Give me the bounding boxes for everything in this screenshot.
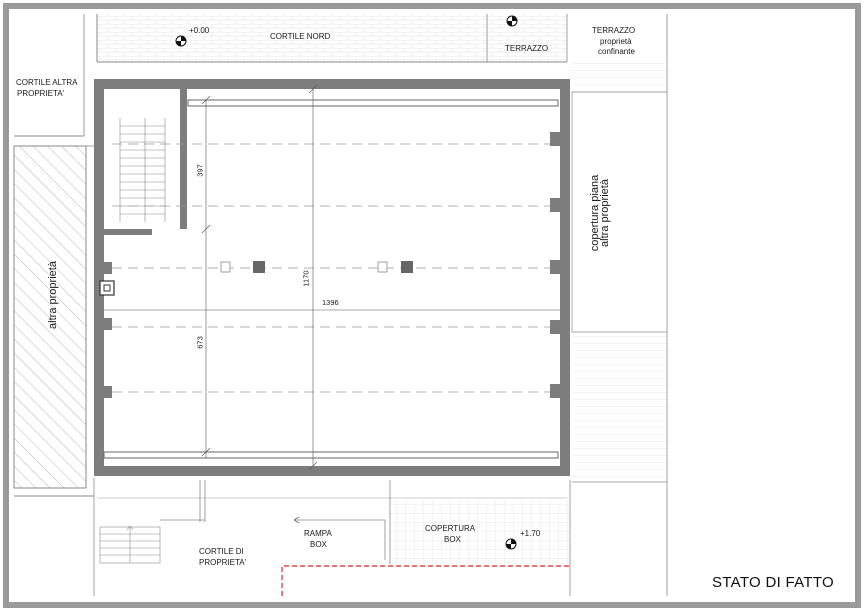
cortile-nord-area [97, 14, 567, 62]
copertura-box-area [390, 498, 570, 564]
label-terrazzo-confinante-title: TERRAZZO [592, 26, 636, 35]
label-copertura-box-1: COPERTURA [425, 524, 476, 533]
label-rampa-1: RAMPA [304, 529, 332, 538]
right-pilasters [550, 132, 560, 398]
columns [221, 261, 413, 273]
label-copertura-box-2: BOX [444, 535, 461, 544]
label-cortile-proprieta-2: PROPRIETA' [199, 558, 247, 567]
level-top-left: +0.00 [189, 26, 210, 35]
level-marker-terrazzo [507, 16, 517, 26]
label-copertura-piana-1: copertura piana [589, 174, 601, 252]
level-marker-bottom [506, 539, 516, 549]
label-rampa-2: BOX [310, 540, 327, 549]
label-terrazzo-confinante-sub2: confinante [598, 47, 635, 56]
label-terrazzo-confinante-sub1: proprietà [600, 37, 632, 46]
dim-1396: 1396 [322, 298, 339, 307]
label-copertura-piana-2: altra proprietà [599, 179, 611, 247]
terrazzo-confinante-area [572, 62, 667, 92]
label-altra-proprieta: altra proprietà [47, 261, 59, 329]
label-cortile-altra-1: CORTILE ALTRA [16, 78, 78, 87]
chimney [100, 281, 114, 295]
copertura-piana-area [572, 92, 667, 332]
label-cortile-proprieta-1: CORTILE DI [199, 547, 244, 556]
dim-397: 397 [195, 164, 205, 177]
stair-core-wall [180, 89, 187, 229]
label-cortile-altra-2: PROPRIETA' [17, 89, 65, 98]
dim-673: 673 [195, 336, 205, 349]
drawing-title: STATO DI FATTO [712, 574, 834, 591]
dim-1170: 1170 [301, 270, 311, 287]
exterior-stair [100, 526, 160, 563]
property-boundary [282, 566, 570, 596]
label-terrazzo: TERRAZZO [505, 44, 549, 53]
level-bottom-right: +1.70 [520, 529, 541, 538]
label-cortile-nord: CORTILE NORD [270, 32, 331, 41]
level-marker-top [176, 36, 186, 46]
